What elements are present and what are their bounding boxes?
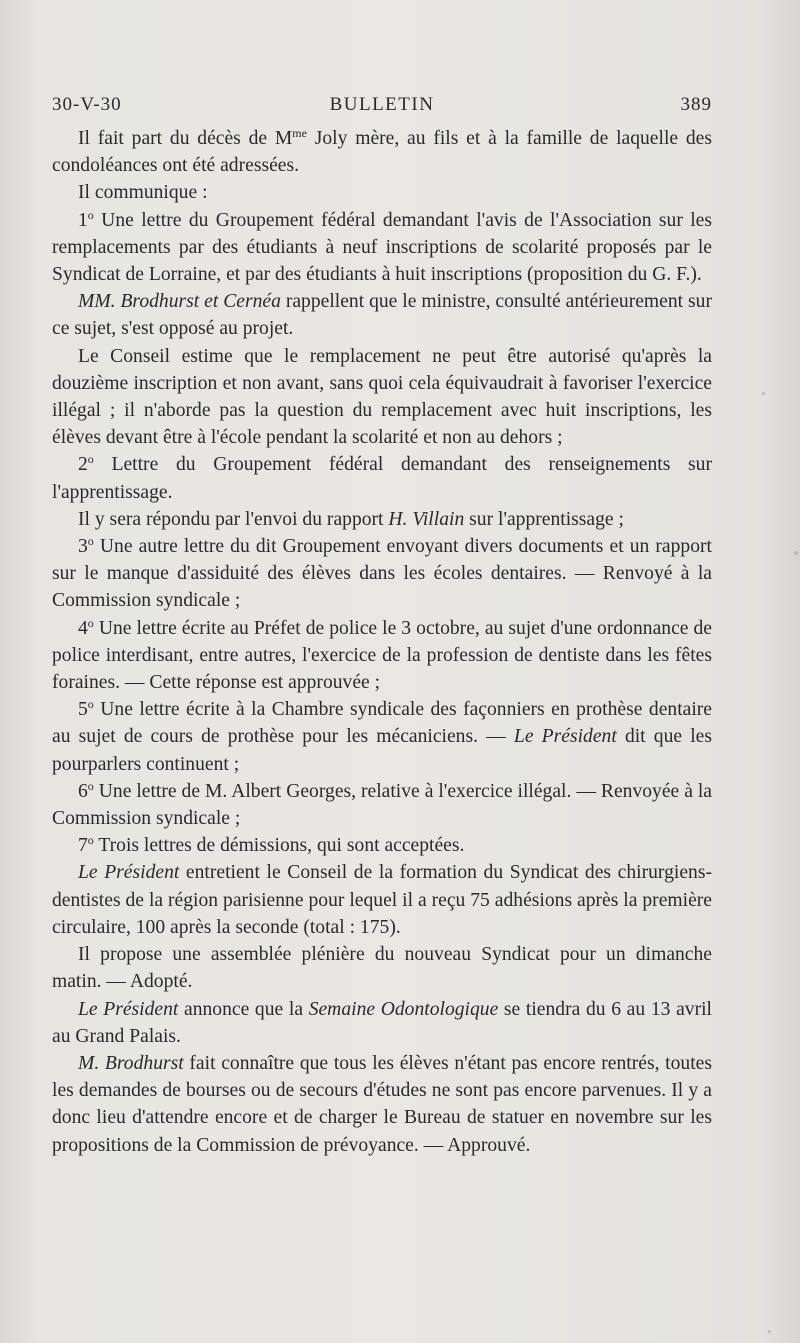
paragraph: M. Brodhurst fait connaître que tous les élèves n'étant pas encore rentrés, toutes les demandes de bourses ou de secours d'études ne sont pas encore parvenues. Il y a donc lieu d'attendre encore et de charger le Bureau de statuer en novembre sur les propositions de la Commission de prévoyance. — Approuvé. [52, 1052, 712, 1156]
body-text [52, 125, 712, 1159]
header-date: 30-V-30 [52, 94, 122, 115]
paper-speck [762, 392, 765, 395]
list-item: 1$^o$ Une lettre du Groupement fédéral demandant l'avis de l'Association sur les remplacements par des étudiants à neuf inscriptions de scolarité proposés par le Syndicat de Lorraine, et par des étudiants à huit inscriptions (proposition du G. F.). [52, 207, 712, 286]
paragraph: Il propose une assemblée plénière du nouveau Syndicat pour un dimanche matin. — Adopté. [52, 944, 712, 993]
running-header [52, 94, 712, 118]
paragraph: Il y sera répondu par l'envoi du rapport H. Villain sur l'apprentissage ; [78, 508, 624, 530]
list-item: 6$^o$ Une lettre de M. Albert Georges, relative à l'exercice illégal. — Renvoyée à la Commission syndicale ; [52, 778, 712, 830]
paragraph: Le Président annonce que la Semaine Odontologique se tiendra du 6 au 13 avril au Grand Palais. [52, 998, 712, 1047]
paragraph: MM. Brodhurst et Cernéa rappellent que le ministre, consulté antérieurement sur ce sujet, s'est opposé au projet. [52, 291, 712, 340]
page-number: 389 [680, 94, 712, 115]
paper-speck [794, 551, 798, 555]
list-item: 7$^o$ Trois lettres de démissions, qui sont acceptées. [78, 833, 465, 857]
paper-speck [768, 1330, 771, 1333]
list-item: 4$^o$ Une lettre écrite au Préfet de police le 3 octobre, au sujet d'une ordonnance de police interdisant, entre autres, l'exercice de la profession de dentiste dans les fêtes foraines. — Cette réponse est approuvée ; [52, 615, 712, 694]
list-item: 5$^o$ Une lettre écrite à la Chambre syndicale des façonniers en prothèse dentaire au sujet de cours de prothèse pour les mécaniciens. — Le Président dit que les pourparlers continuent ; [52, 697, 713, 775]
paragraph: Le Conseil estime que le remplacement ne peut être autorisé qu'après la douzième inscription et non avant, sans quoi cela équivaudrait à favoriser l'exercice illégal ; il n'aborde pas la question du remplacement avec huit inscriptions, les élèves devant être à l'école pendant la scolarité et non au dehors ; [52, 345, 712, 449]
paragraph: Il fait part du décès de $M^{me}$ Joly mère, au fils et à la famille de laquelle des condoléances ont été adressées. [52, 126, 712, 177]
list-item: 3$^o$ Une autre lettre du dit Groupement envoyant divers documents et un rapport sur le manque d'assiduité des élèves dans les écoles dentaires. — Renvoyé à la Commission syndicale ; [52, 534, 712, 612]
paragraph: Il communique : [78, 182, 208, 204]
paragraph: Le Président entretient le Conseil de la formation du Syndicat des chirurgiens-dentistes de la région parisienne pour lequel il a reçu 75 adhésions après la première circulaire, 100 après la seconde (total : 175). [52, 862, 712, 938]
header-title: BULLETIN [329, 94, 435, 115]
list-item: 2$^o$ Lettre du Groupement fédéral demandant des renseignements sur l'apprentissage. [52, 452, 712, 503]
